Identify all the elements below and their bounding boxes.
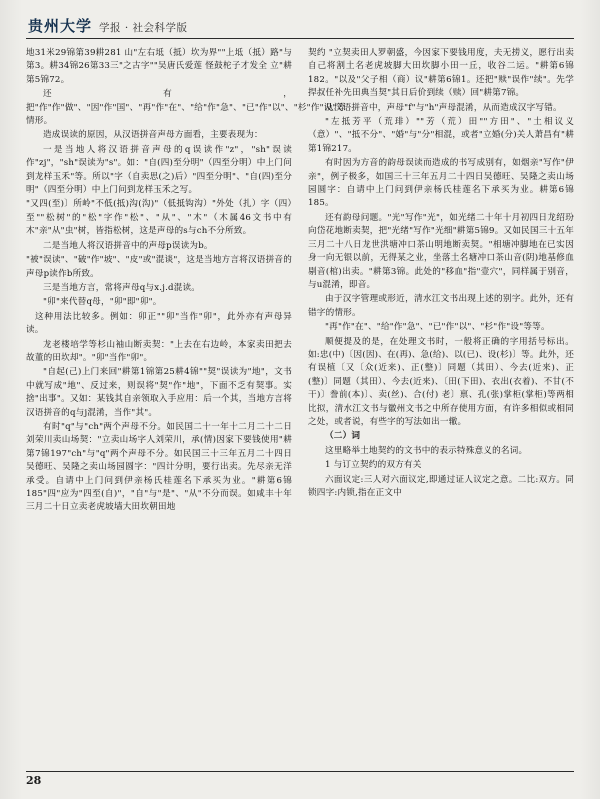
paragraph: "又四(至)〕所岭"不低(抵)沟(沟)"（低抵钩沟）"外处（扎）字（四）至""松树"的"松"字作"松"、"从"、"木"（木属46文书中有木"亲"从"虫"树，皆指松树，这是声母的s与ch不分所致。 <box>26 199 292 237</box>
paragraph: "自起(己)上门来回"耕第1锦第25耕4锦""契"误读为"地"，文书中就写成"地"、反过来，则误将"契"作"地"，下面不乏有契事。实捨"出事"。又如：某钱其自亲领取入手应用：后一个其，当地方言将汉语拼音的q与j混淆，当作"其"。 <box>26 367 292 418</box>
paragraph: "再"作"在"、"给"作"急"、"已"作"以"、"杉"作"设"等等。 <box>325 322 550 333</box>
masthead <box>28 14 574 36</box>
right-column <box>308 47 574 763</box>
paragraph: 还有韵母问题。"光"写作"光"，如光绪二十年十月初四日龙绍玢向岱花地断卖契，把"光绪"写作"光细"耕第5锦9。又如民国三十五年三月二十八日龙世洪塘冲口茶山明地断卖契。"相塘冲脚地在已实因身一向无银以前，无得某之业，坐落土名塘冲口茶山音(阴)地基修血剔音(棺)出卖。"耕第3锦。此处的"移血"指"壹穴"，同样属于别音，与u混淆，即音。 <box>308 212 574 290</box>
paragraph: 顺便提及的是，在处理文书时，一般将正确的字用括号标出。如:忠(中)〔因(因)、在(再)、急(给)、以(已)、设(杉)〕等。此外，还有误植〔又〔众(近来)、正(整)〕同题（其田）、今去(近来)、正(整)〕同题（其田）、今去(近来)、〔田(下田)、衣出(衣着)、不甘(不干)〕誊前(本)〕、卖(丝)、合(付) 老〕禀、孔(张)掌柜(掌柜)等两相比拟，清水江文书与徽州文书之中所存使用方面，有许多相似或相同之处，或者说，有些字的写法如出一辙。 <box>308 336 574 427</box>
footer-rule <box>26 771 574 772</box>
paragraph: 有时"q"与"ch"两个声母不分。如民国二十一年十二月二十二日刘荣川卖山场契："立卖山场字人刘荣川，承(情)因家下要钱使用"耕第7锦197"ch"与"q"两个声母不分。如民国三十三年五月二十四日吴德旺、吴隆之卖山场园圆字："四计分明，要行出卖。先尽亲无洋承受。自请中上门问到伊亲杨氏桂莲名下承买为业。"耕第6锦185"四"应为"四至(自)"，"自"与"是"、"从"不分而误。如咸丰十年三月二十日立卖老虎坡墙大田坎朝田地 <box>26 421 292 513</box>
paragraph: 还有，把"作"作"做"、"因"作"国"、"再"作"在"、"给"作"急"、"已"作"以"、"杉"作"设"等情形。 <box>26 89 346 127</box>
paragraph: 一是当地人将汉语拼音声母的q误读作"z"，"sh"误读作"zj"，"sh"误读为"s"。如："自(四)至分明"（四至分明）中上门问到龙样玉禾"等。所以"字（自卖思(之)后）"四至分明"、"自(四)至分明"（四至分明）中上门问到龙样玉禾之写。 <box>26 144 292 196</box>
section-heading: （二）词 <box>325 431 361 442</box>
paragraph: 三是当地方言，常将声母q与x.j.d混读。 <box>43 282 201 293</box>
paragraph: 二是当地人将汉语拼音中的声母p误读为b。 <box>43 240 213 251</box>
journal-subtitle: 学报 · 社会科学版 <box>99 22 188 34</box>
paragraph: "被"误读"、"破"作"坡"、"皮"或"混谈"，这是当地方言将汉语拼音的声母p读作b所致。 <box>26 255 292 279</box>
paragraph: 这种用法比较多。例如：卯正""卯"当作"卯"，此外亦有声母异读。 <box>26 311 292 336</box>
journal-title: 贵州大学 <box>28 17 93 35</box>
header-rule <box>26 38 574 39</box>
paragraph: "左抵芳平（荒琲）""芳（荒）田""方田"、"土相议义（意）"、"抵不分"、"婚"与"分"相混，或者"立婚(分)关人萧昌有"耕第1锦217。 <box>308 117 574 154</box>
paragraph: "卯"来代替q母，"卯"即"卯"。 <box>43 297 162 308</box>
paragraph: 由于汉字管理或形近，清水江文书出现上述的别字。此外，还有错字的情形。 <box>308 294 574 318</box>
article-body <box>26 47 574 763</box>
paragraph: 契约 "立契卖田人罗朝盛，今因家下要钱用度，夫无捞义，愿行出卖自己将割土名老虎坡脚大田坎脚小田一丘，收谷二运。"耕第6锦182。"以及"父子相（商）议"耕第6锦1。还把"赎"误作"续"。先学捍叔任补先田典当契"其日后价到续（赎）回"耕第7锦。 <box>308 48 574 99</box>
paragraph: 有时因为方音的韵母误读而造成的书写成别有，如烟亲"写作"伊亲"，例子极多，如国三十三年五月二十四日吴德旺、吴隆之卖山场园圆字：自请中上门问到伊亲杨氏桂莲名下承买为业。耕第6锦185。 <box>308 158 574 209</box>
paragraph: 从汉语拼音中，声母"f"与"h"声母混淆，从而造成汉字写错。 <box>325 102 562 113</box>
page-footer <box>26 771 574 787</box>
paragraph: 六面议定:三人对六面议定,即通过证人议定之意。二比:双方。同锁四字:内锁,指在正文中 <box>308 474 574 498</box>
paragraph: 这里略举土地契约的文书中的表示特殊意义的名词。 <box>325 445 528 456</box>
page-number: 28 <box>26 774 42 787</box>
paragraph: 造成误读的原因，从汉语拼音声母方面看，主要表现为： <box>43 130 263 141</box>
paragraph: 龙老楼培学等杉山袖山断卖契："上去在右边岭，本家卖田把去故董的田坎却"。"卯"当作"卯"。 <box>26 339 292 363</box>
paragraph: 地31米29锦第39耕281 山"左右坻（抵）坎为界""上坻（抵）路"与第3。耕34锦26第33三"之古字""吴唐氏爱莲 怪鼓柁子才发全 立"耕第5锦72。 <box>26 48 292 85</box>
subsection-heading: 1 与订立契约的双方有关 <box>325 460 422 471</box>
